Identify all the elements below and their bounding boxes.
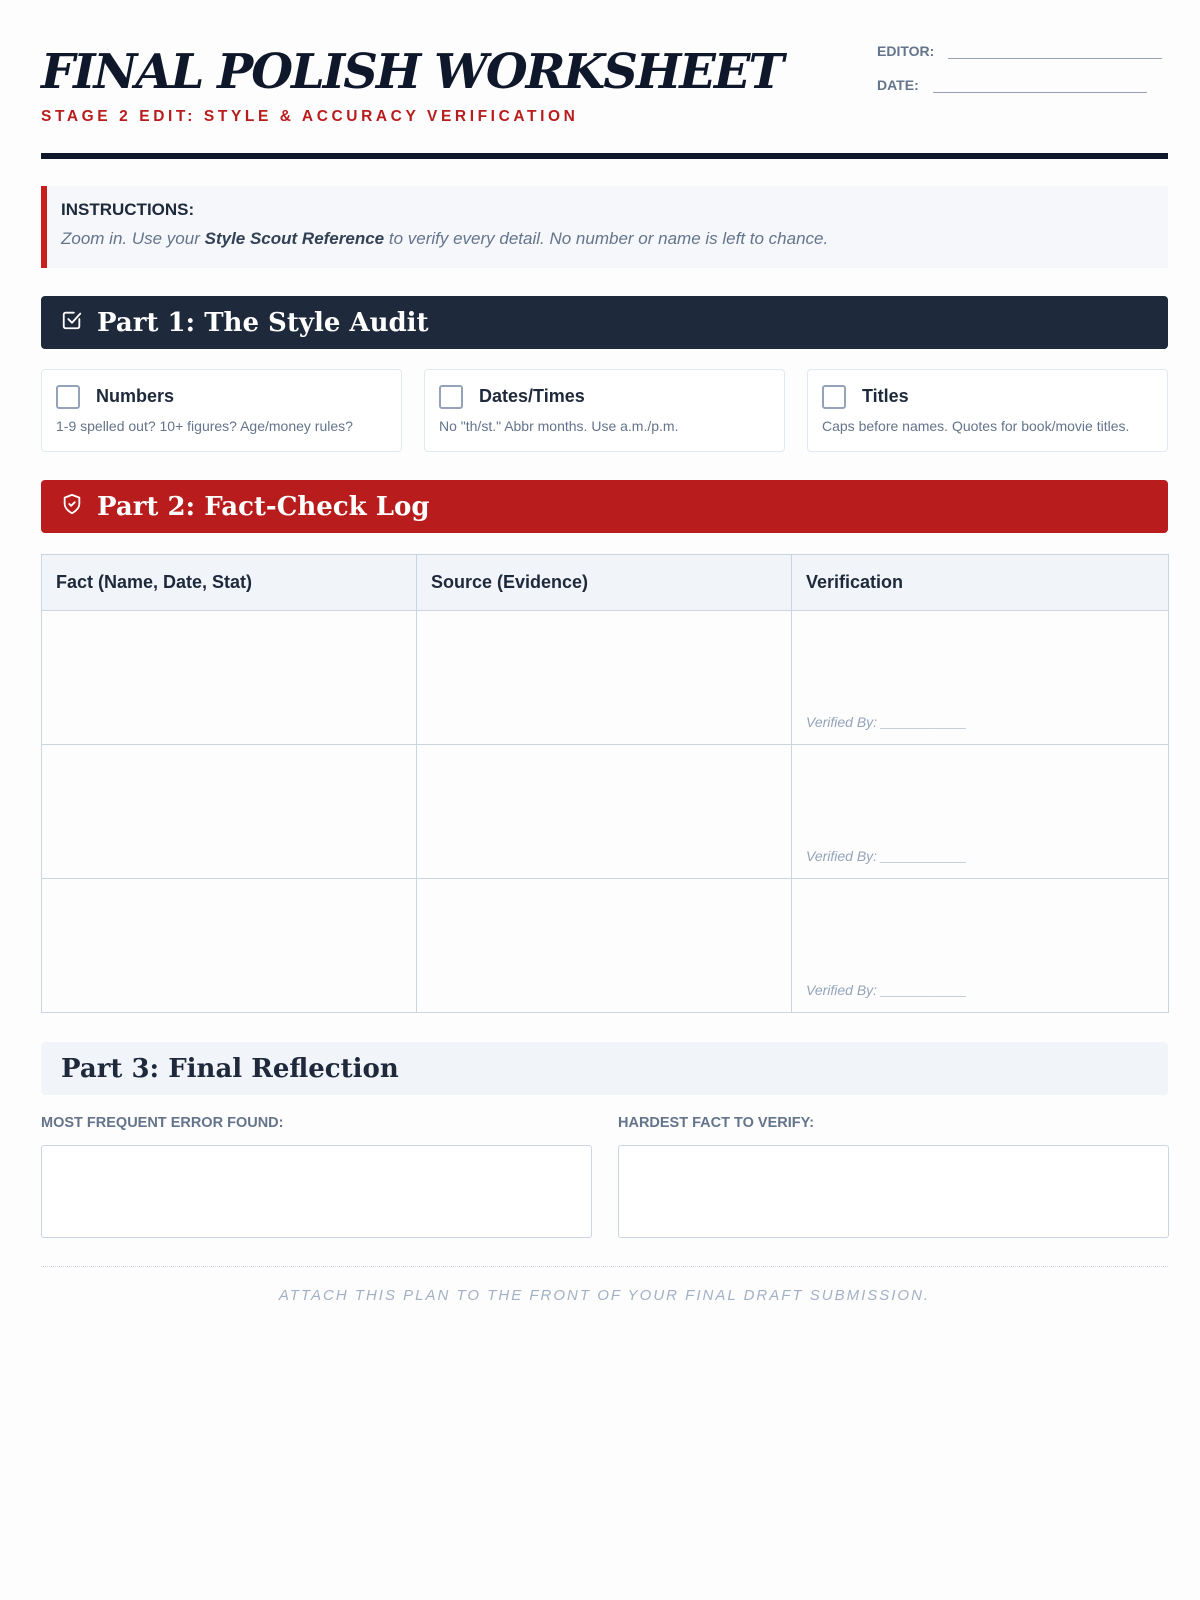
part2-title: Part 2: Fact-Check Log [97,491,430,522]
header-divider [41,153,1168,159]
instructions-text-start: Zoom in. Use your [61,229,205,248]
page-subtitle: STAGE 2 EDIT: STYLE & ACCURACY VERIFICATION [41,108,579,125]
column-header-fact: Fact (Name, Date, Stat) [42,555,417,611]
verification-cell[interactable] [792,611,1169,745]
fact-cell[interactable] [42,879,417,1013]
verified-by-label: Verified By: ___________ [806,982,967,998]
editor-field[interactable] [948,42,1162,59]
instructions-text [61,229,1154,249]
instructions-label: INSTRUCTIONS: [61,200,195,219]
table-row [42,611,1169,745]
part1-title: Part 1: The Style Audit [97,307,429,338]
part3-header [41,1042,1168,1095]
page-title: FINAL POLISH WORKSHEET [41,44,783,100]
instructions-text-bold: Style Scout Reference [204,229,385,248]
source-cell[interactable] [417,611,792,745]
card-description: No "th/st." Abbr months. Use a.m./p.m. [439,418,679,434]
editor-label: EDITOR: [877,43,935,59]
instructions-box [41,186,1168,268]
shield-check-icon [61,493,83,520]
instructions-text-end: to verify every detail. No number or name is left to chance. [384,229,829,248]
fact-check-table [41,554,1169,1013]
titles-checkbox[interactable] [822,385,846,409]
frequent-error-field[interactable] [41,1145,592,1238]
column-header-verification: Verification [792,555,1169,611]
hardest-fact-field[interactable] [618,1145,1169,1238]
part1-header [41,296,1168,349]
card-title: Dates/Times [479,386,585,406]
source-cell[interactable] [417,879,792,1013]
card-title: Titles [862,386,909,406]
table-row [42,745,1169,879]
column-header-source: Source (Evidence) [417,555,792,611]
source-cell[interactable] [417,745,792,879]
date-label: DATE: [877,77,919,93]
fact-cell[interactable] [42,745,417,879]
part2-header [41,480,1168,533]
fact-cell[interactable] [42,611,417,745]
card-description: 1-9 spelled out? 10+ figures? Age/money rules? [56,418,353,434]
date-row [877,76,1147,93]
table-row [42,879,1169,1013]
verified-by-label: Verified By: ___________ [806,714,967,730]
checkbox-square-icon [61,309,83,336]
date-field[interactable] [933,76,1147,93]
card-description: Caps before names. Quotes for book/movie titles. [822,418,1130,434]
table-header-row [42,555,1169,611]
verification-cell[interactable] [792,879,1169,1013]
audit-card-numbers [41,369,402,452]
footer-divider [41,1266,1168,1267]
dates-checkbox[interactable] [439,385,463,409]
card-title: Numbers [96,386,175,406]
audit-card-dates [424,369,785,452]
verified-by-label: Verified By: ___________ [806,848,967,864]
numbers-checkbox[interactable] [56,385,80,409]
editor-row [877,42,1162,59]
part3-title: Part 3: Final Reflection [61,1053,399,1084]
footer-note: ATTACH THIS PLAN TO THE FRONT OF YOUR FINAL DRAFT SUBMISSION. [278,1287,931,1304]
audit-card-titles [807,369,1168,452]
verification-cell[interactable] [792,745,1169,879]
frequent-error-label: MOST FREQUENT ERROR FOUND: [41,1115,284,1131]
hardest-fact-label: HARDEST FACT TO VERIFY: [618,1115,815,1131]
